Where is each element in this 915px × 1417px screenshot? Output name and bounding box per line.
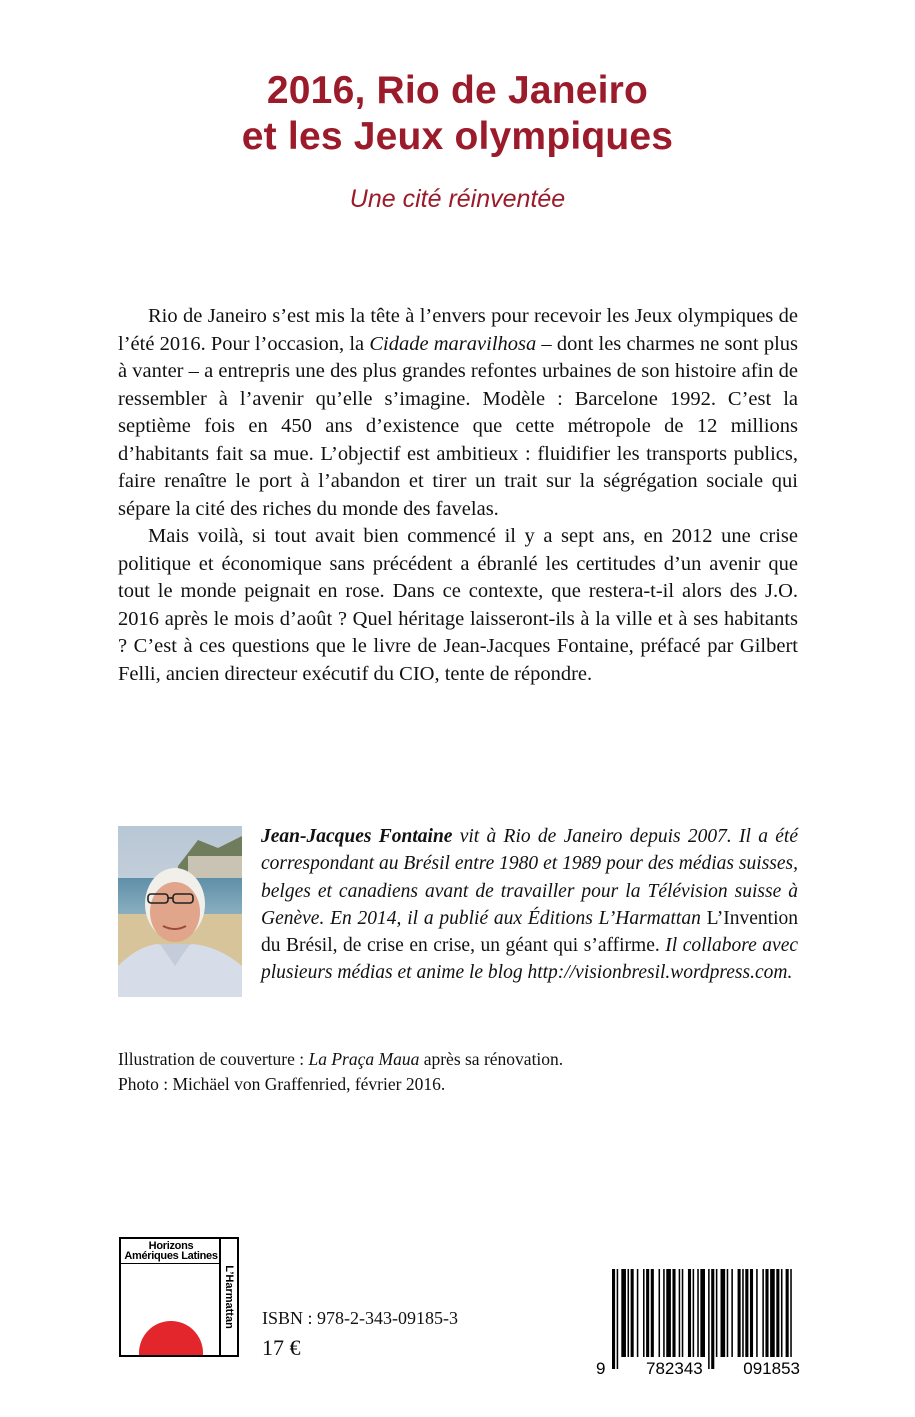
book-title [0,68,915,160]
barcode-bar [745,1269,748,1357]
illustration-credit [118,1047,798,1072]
summary-p1-italic: Cidade maravilhosa [369,332,537,355]
barcode-bar [617,1269,619,1369]
summary-paragraph-2: Mais voilà, si tout avait bien commencé il y a sept ans, en 2012 une crise politique et économique sans précédent a ébranlé les certitudes d’un avenir que tout le monde peignait en rose. Dans ce contexte, que restera-t-il alors des J.O. 2016 après le mois d’août ? Quel héritage laisseront-ils à la ville et à ses habitants ? C’est à ces questions que le livre de Jean-Jacques Fontaine, préfacé par Gilbert Felli, ancien directeur exécutif du CIO, tente de répondre. [118,525,798,685]
barcode-bar [651,1269,654,1357]
barcode-bar [659,1269,661,1357]
barcode-bar [631,1269,634,1357]
barcode-bar [612,1269,615,1369]
barcode-bar [708,1269,710,1369]
summary-text [118,303,798,688]
collection-name-line1: Horizons [148,1240,194,1252]
barcode-bar [716,1269,718,1357]
summary-p1-end: – dont les charmes ne sont plus à vanter – a entrepris une des plus grandes refontes urbaines de son histoire afin de ressembler à l’avenir qu’elle s’imagine. Modèle : Barcelone 1992. C’est la septième fois en 450 ans d’existence que cette métropole de 12 millions d’habitants fait sa mue. L’objectif est ambitieux : fluidifier les transports publics, faire renaître le port à l’abandon et tirer un trait sur la ségrégation sociale qui sépare la cité des riches du monde des favelas. [118,332,798,520]
illustration-title: La Praça Maua [308,1049,420,1069]
barcode-bar [666,1269,671,1357]
barcode-digit-2: 782343 [646,1359,703,1378]
barcode-bar [693,1269,695,1357]
summary-p1-start: Rio de Janeiro s’est mis la tête à l’envers pour recevoir les Jeux olympiques de l’été 2016. Pour l’occasion, la [118,305,798,355]
barcode-bar [790,1269,792,1357]
barcode-bar [776,1269,779,1357]
barcode-bar [621,1269,626,1357]
barcode-bar [697,1269,699,1357]
barcode-bar [721,1269,726,1357]
barcode-bar [700,1269,705,1357]
barcode-bar [742,1269,744,1357]
barcode-bar [679,1269,681,1357]
illustration-rest: après sa rénovation. [419,1049,564,1069]
barcode-bar [682,1269,684,1357]
author-bio-start: vit à Rio de Janeiro depuis 2007. Il a été correspondant au Brésil entre 1980 et 1989 pour des médias suisses, belges et canadiens avant de travailler pour la Télévision suisse à Genève. En 2014, il a publié aux Éditions L’Harmattan [261,826,798,929]
author-name: Jean-Jacques Fontaine [261,826,453,847]
barcode-bar [765,1269,768,1357]
barcode-bar [738,1269,741,1357]
logo-divider [121,1263,221,1264]
barcode-bar [756,1269,758,1357]
barcode-bar [688,1269,691,1357]
barcode-bar [672,1269,675,1357]
barcode-bar [637,1269,639,1357]
barcode-bar [646,1269,649,1357]
barcode-digits [596,1358,800,1380]
collection-logo [119,1237,239,1357]
publisher-name: L’Harmattan [223,1265,235,1329]
cover-credits [118,1047,798,1097]
author-bio-end: Il collabore avec plusieurs médias et anime le blog http://visionbresil.wordpress.com. [261,935,799,984]
book-subtitle: Une cité réinventée [349,185,566,213]
barcode-bar [711,1269,714,1369]
publisher-band [219,1239,237,1355]
barcode-bar [628,1269,630,1357]
book-title-line2: et les Jeux olympiques [241,115,674,158]
author-book-title: L’Invention du Brésil, de crise en crise, un géant qui s’affirme. [261,907,798,957]
sun-icon [139,1321,203,1357]
barcode-bar [663,1269,665,1357]
barcode-bar [770,1269,775,1357]
barcode-bar [762,1269,764,1357]
author-bio [261,823,798,987]
collection-name-line2: Amériques Latines [124,1250,218,1262]
barcode-bar [750,1269,753,1357]
barcode-bar [727,1269,729,1357]
barcode-digit-1: 9 [596,1359,606,1378]
barcode-digit-3: 091853 [743,1359,800,1378]
book-title-line1: 2016, Rio de Janeiro [266,69,649,112]
price: 17 € [262,1335,301,1360]
barcode-bar [781,1269,783,1357]
photo-credit: Photo : Michäel von Graffenried, février 2016. [118,1074,446,1094]
barcode-bar [786,1269,789,1357]
isbn: ISBN : 978-2-343-09185-3 [262,1308,458,1328]
barcode-bar [731,1269,733,1357]
author-photo [118,826,242,997]
barcode-bar [643,1269,645,1357]
illustration-label: Illustration de couverture : [118,1049,309,1069]
summary-paragraph-1 [118,303,798,523]
